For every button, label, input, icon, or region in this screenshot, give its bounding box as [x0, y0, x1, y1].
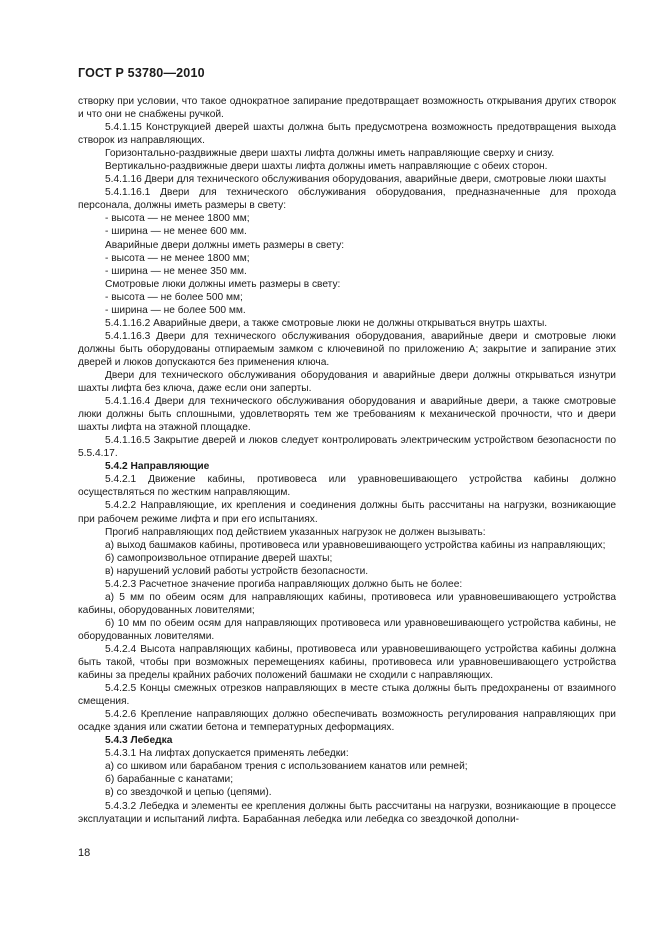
list-item: - ширина — не менее 350 мм.: [105, 265, 247, 277]
paragraph: Аварийные двери должны иметь размеры в свету:: [105, 239, 345, 251]
paragraph: 5.4.1.16.1 Двери для технического обслуживания оборудования, предназначенные для прохода персонала, должны иметь размеры в свету:: [78, 187, 616, 212]
paragraph: 5.4.1.16.5 Закрытие дверей и люков следует контролировать электрическим устройством безопасности по 5.5.4.17.: [78, 435, 616, 460]
paragraph: а) 5 мм по обеим осям для направляющих кабины, противовеса или уравновешивающего устройства кабины, оборудованных ловителями;: [78, 591, 616, 616]
paragraph: 5.4.2.5 Концы смежных отрезков направляющих в месте стыка должны быть предохранены от взаимного смещения.: [78, 683, 616, 708]
paragraph: Горизонтально-раздвижные двери шахты лифта должны иметь направляющие сверху и снизу.: [105, 148, 555, 160]
list-item: - высота — не менее 1800 мм;: [105, 252, 250, 264]
paragraph: а) выход башмаков кабины, противовеса или уравновешивающего устройства кабины из направляющих;: [105, 539, 606, 551]
paragraph: 5.4.2.2 Направляющие, их крепления и соединения должны быть рассчитаны на нагрузки, возникающие при рабочем режиме лифта и при его испытаниях.: [78, 500, 616, 525]
paragraph: 5.4.2.3 Расчетное значение прогиба направляющих должно быть не более:: [105, 578, 463, 590]
list-item: - высота — не менее 1800 мм;: [105, 213, 250, 225]
paragraph: 5.4.2.4 Высота направляющих кабины, противовеса или уравновешивающего устройства кабины должна быть такой, чтобы при возможных перемещениях кабины, противовеса или уравновешивающего устройства кабины за пределы крайних рабочих положений башмаки не сходили с направляющих.: [78, 643, 616, 682]
section-heading: 5.4.2 Направляющие: [105, 461, 210, 473]
paragraph: б) барабанные с канатами;: [105, 774, 234, 786]
document-body: [78, 95, 616, 826]
paragraph: 5.4.1.15 Конструкцией дверей шахты должна быть предусмотрена возможность предотвращения выхода створок из направляющих.: [78, 122, 616, 147]
paragraph: 5.4.1.16.4 Двери для технического обслуживания оборудования и аварийные двери, а также смотровые люки должны быть сплошными, удовлетворять тем же требованиям к механической прочности, что и двери шахты лифта на этажной площадке.: [78, 396, 616, 434]
page-number: 18: [78, 847, 91, 859]
section-heading: 5.4.3 Лебедка: [105, 735, 173, 747]
paragraph: в) нарушений условий работы устройств безопасности.: [105, 565, 369, 577]
document-header: ГОСТ Р 53780—2010: [78, 66, 205, 80]
paragraph: 5.4.1.16.3 Двери для технического обслуживания оборудования, аварийные двери и смотровые люки должны быть оборудованы отпираемым замком с ключевиной по приложению А; закрытие и запирание этих дверей и люков допускаются без применения ключа.: [78, 330, 616, 368]
list-item: - высота — не более 500 мм;: [105, 291, 243, 303]
paragraph: Смотровые люки должны иметь размеры в свету:: [105, 278, 341, 290]
paragraph: Прогиб направляющих под действием указанных нагрузок не должен вызывать:: [105, 526, 486, 538]
paragraph: б) самопроизвольное отпирание дверей шахты;: [105, 552, 333, 564]
paragraph: 5.4.3.1 На лифтах допускается применять лебедки:: [105, 748, 349, 760]
paragraph: 5.4.2.6 Крепление направляющих должно обеспечивать возможность регулирования направляющих при осадке здания или сжатии бетона и температурных деформациях.: [78, 709, 616, 734]
list-item: - ширина — не более 500 мм.: [105, 304, 246, 316]
paragraph: створку при условии, что такое однократное запирание предотвращает возможность открывания других створок и что они не снабжены ручкой.: [78, 96, 616, 121]
paragraph: 5.4.3.2 Лебедка и элементы ее крепления должны быть рассчитаны на нагрузки, возникающие в процессе эксплуатации и испытаний лифта. Барабанная лебедка или лебедка со звездочкой дополни-: [78, 800, 616, 825]
paragraph: в) со звездочкой и цепью (цепями).: [105, 787, 272, 799]
paragraph: 5.4.1.16 Двери для технического обслуживания оборудования, аварийные двери, смотровые люки шахты: [105, 174, 607, 186]
paragraph: 5.4.2.1 Движение кабины, противовеса или уравновешивающего устройства кабины должно осуществляться по жестким направляющим.: [78, 474, 616, 499]
paragraph: 5.4.1.16.2 Аварийные двери, а также смотровые люки не должны открываться внутрь шахты.: [105, 317, 548, 329]
paragraph: б) 10 мм по обеим осям для направляющих противовеса или уравновешивающего устройства кабины, не оборудованных ловителями.: [78, 617, 616, 642]
list-item: - ширина — не менее 600 мм.: [105, 226, 247, 238]
paragraph: а) со шкивом или барабаном трения с использованием канатов или ремней;: [105, 761, 468, 773]
paragraph: Двери для технического обслуживания оборудования и аварийные двери должны открываться изнутри шахты лифта без ключа, даже если они заперты.: [78, 369, 616, 395]
paragraph: Вертикально-раздвижные двери шахты лифта должны иметь направляющие с обеих сторон.: [105, 161, 548, 173]
